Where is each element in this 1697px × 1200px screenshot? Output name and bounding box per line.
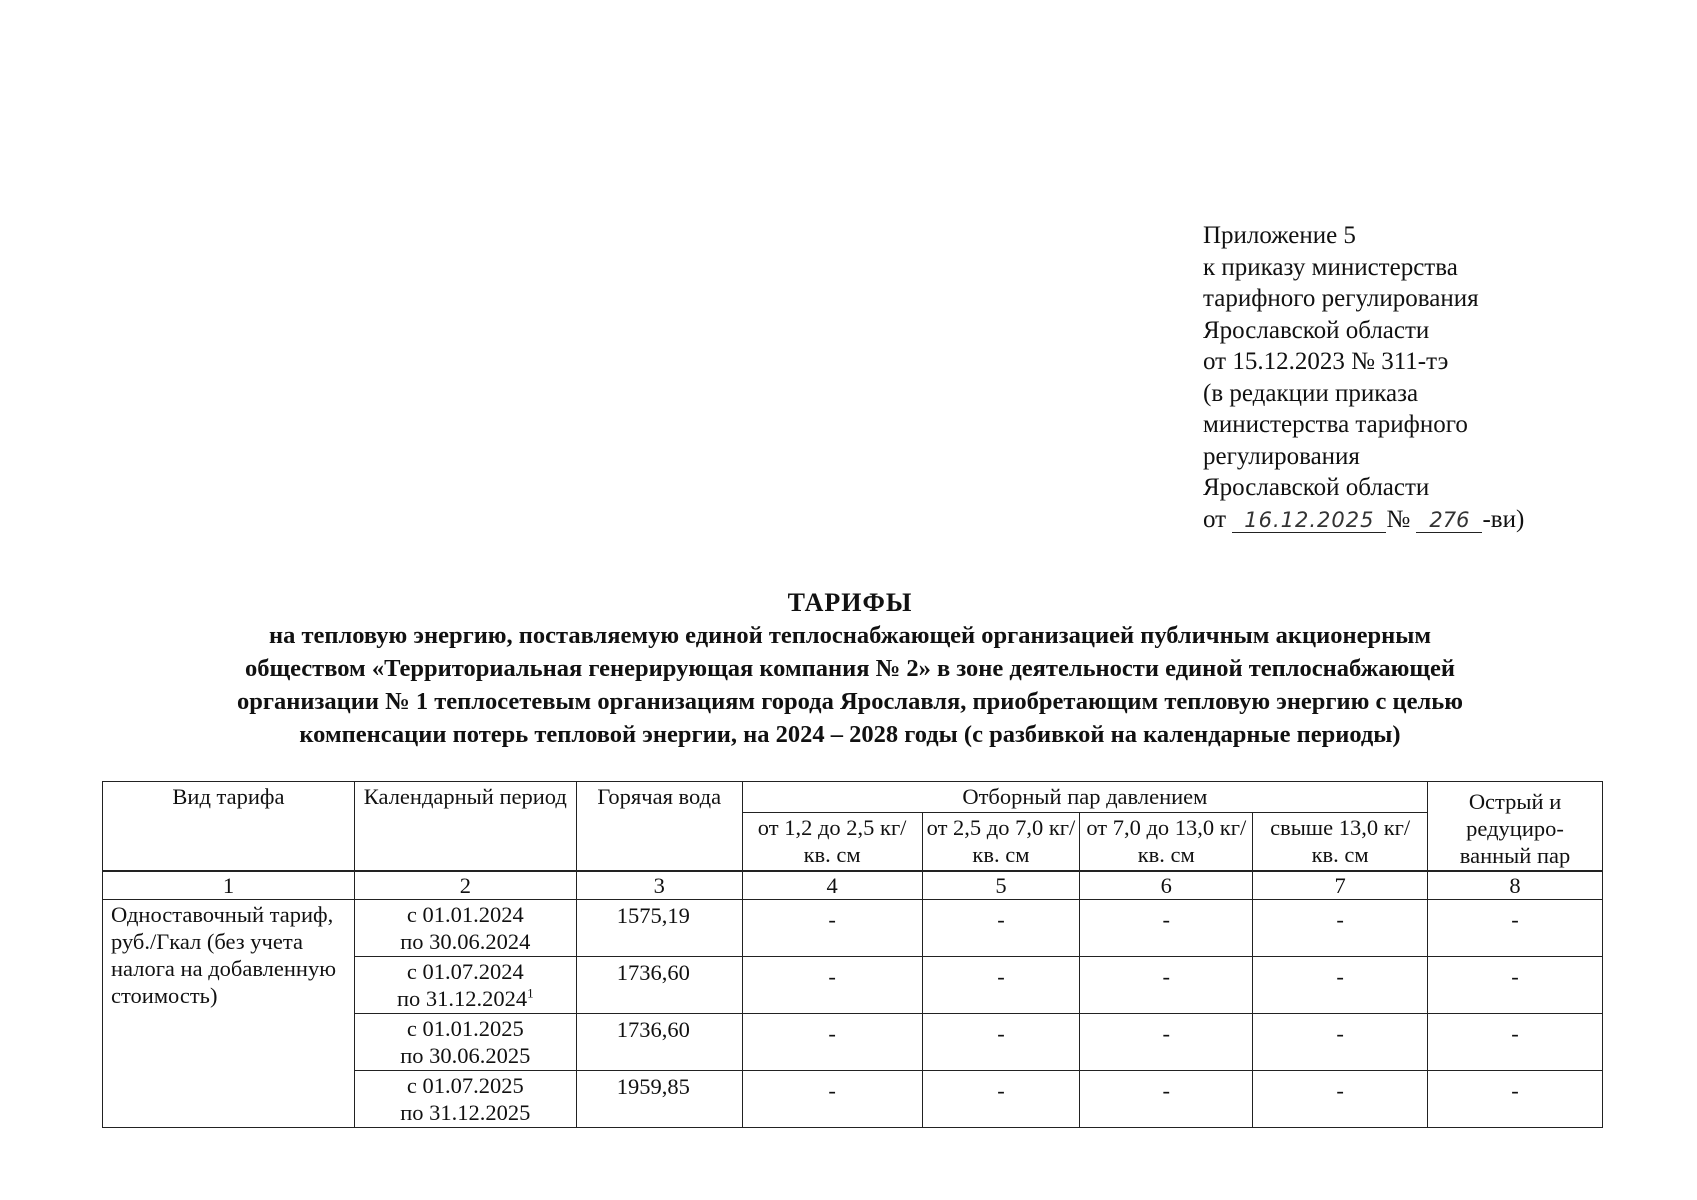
header-steam-1: от 1,2 до 2,5 кг/ кв. см	[742, 812, 922, 871]
header-tariff-type: Вид тарифа	[103, 782, 355, 872]
tariff-table	[102, 781, 1603, 1128]
col-number: 5	[922, 871, 1080, 900]
title-main: ТАРИФЫ	[787, 588, 913, 617]
period-cell	[354, 957, 576, 1014]
appendix-line: к приказу министерства	[1203, 253, 1458, 281]
period-from: с 01.01.2024	[406, 902, 524, 927]
period-to: по 31.12.2025	[400, 1100, 531, 1125]
value-cell: -	[1428, 900, 1603, 957]
header-period: Календарный период	[354, 782, 576, 872]
col-number: 6	[1080, 871, 1253, 900]
value-cell: -	[1080, 1071, 1253, 1128]
value-cell: -	[1428, 1014, 1603, 1071]
col-number: 4	[742, 871, 922, 900]
value-cell: -	[922, 1014, 1080, 1071]
period-to: по 30.06.2024	[400, 929, 531, 954]
header-steam-2: от 2,5 до 7,0 кг/ кв. см	[922, 812, 1080, 871]
value-cell: -	[742, 957, 922, 1014]
handwritten-number: 276	[1416, 508, 1482, 533]
period-to: по 30.06.2025	[400, 1043, 531, 1068]
value-cell: -	[922, 1071, 1080, 1128]
period-from: с 01.07.2025	[406, 1073, 524, 1098]
period-cell	[354, 1071, 576, 1128]
appendix-line: министерства тарифного	[1203, 411, 1468, 438]
appendix-prefix: от	[1203, 505, 1227, 533]
header-steam-group: Отборный пар давлением	[742, 782, 1427, 813]
value-cell: -	[742, 1014, 922, 1071]
period-cell	[354, 1014, 576, 1071]
appendix-line: Ярославской области	[1203, 316, 1430, 344]
column-number-row	[103, 871, 1603, 900]
header-steam-4: свыше 13,0 кг/ кв. см	[1253, 812, 1428, 871]
title-line: обществом «Территориальная генерирующая компания № 2» в зоне деятельности единой теплоснабжающей	[244, 655, 1456, 682]
period-to: по 31.12.2024$^1$	[396, 985, 534, 1011]
period-from: с 01.07.2024	[406, 959, 524, 984]
value-cell: -	[1080, 900, 1253, 957]
appendix-line: (в редакции приказа	[1203, 379, 1419, 407]
appendix-line: Ярославской области	[1203, 474, 1430, 501]
handwritten-date: 16.12.2025	[1232, 508, 1386, 533]
period-cell	[354, 900, 576, 957]
value-cell: -	[1253, 957, 1428, 1014]
tariff-label: Одноставочный тариф, руб./Гкал (без учета налога на добавленную стоимость)	[103, 900, 355, 1128]
value-cell: -	[922, 900, 1080, 957]
appendix-suffix: -ви)	[1482, 505, 1525, 533]
header-steam-3: от 7,0 до 13,0 кг/ кв. см	[1080, 812, 1253, 871]
hot-water-value: 1736,60	[576, 1014, 742, 1071]
title-line: на тепловую энергию, поставляемую единой теплоснабжающей организацией публичным акционерным	[268, 622, 1432, 649]
header-row	[103, 782, 1603, 813]
col-number: 7	[1253, 871, 1428, 900]
value-cell: -	[1428, 957, 1603, 1014]
appendix-line: Приложение 5	[1203, 222, 1356, 249]
value-cell: -	[1080, 957, 1253, 1014]
value-cell: -	[1428, 1071, 1603, 1128]
appendix-last-line	[1203, 504, 1524, 536]
value-cell: -	[1253, 1071, 1428, 1128]
value-cell: -	[1080, 1014, 1253, 1071]
col-number: 8	[1428, 871, 1603, 900]
col-number: 3	[576, 871, 742, 900]
value-cell: -	[1253, 1014, 1428, 1071]
value-cell: -	[742, 900, 922, 957]
hot-water-value: 1736,60	[576, 957, 742, 1014]
value-cell: -	[922, 957, 1080, 1014]
appendix-line: от 15.12.2023 № 311-тэ	[1203, 348, 1449, 375]
col-number: 2	[354, 871, 576, 900]
title-line: компенсации потерь тепловой энергии, на 2024 – 2028 годы (с разбивкой на календарные периоды)	[299, 721, 1401, 748]
value-cell: -	[1253, 900, 1428, 957]
period-from: с 01.01.2025	[406, 1016, 524, 1041]
appendix-block	[1203, 220, 1524, 535]
header-sharp-steam: Острый и редуциро-ванный пар	[1428, 782, 1603, 872]
col-number: 1	[103, 871, 355, 900]
document-title	[100, 586, 1600, 751]
hot-water-value: 1959,85	[576, 1071, 742, 1128]
footnote-mark: 1	[527, 985, 534, 1001]
header-hot-water: Горячая вода	[576, 782, 742, 872]
table-row	[103, 900, 1603, 957]
value-cell: -	[742, 1071, 922, 1128]
appendix-line: тарифного регулирования	[1203, 285, 1479, 312]
hot-water-value: 1575,19	[576, 900, 742, 957]
number-sign: №	[1386, 505, 1411, 533]
appendix-line: регулирования	[1203, 442, 1360, 470]
title-line: организации № 1 теплосетевым организациям города Ярославля, приобретающим тепловую энергию с целью	[237, 688, 1463, 715]
